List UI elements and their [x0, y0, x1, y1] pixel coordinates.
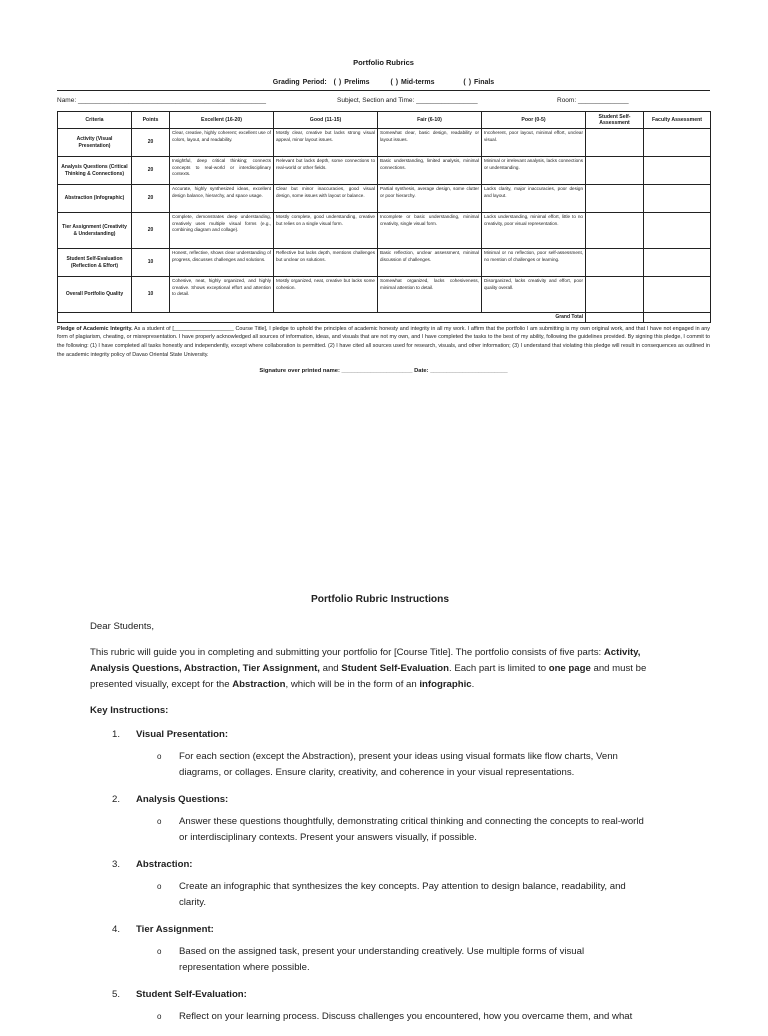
criteria-cell: Tier Assignment (Creativity & Understanding): [58, 213, 132, 249]
points-cell: 20: [132, 213, 170, 249]
poor-cell: Incoherent, poor layout, minimal effort, unclear visual.: [482, 129, 586, 157]
fair-cell: Somewhat organized, lacks cohesiveness, minimal attention to detail.: [378, 277, 482, 313]
intro-emphasis: one page: [548, 663, 591, 674]
greeting: Dear Students,: [90, 621, 154, 632]
item-number: 5.: [112, 989, 121, 1000]
instruction-item-abstraction: [90, 857, 670, 911]
table-row: [58, 249, 711, 277]
excellent-cell: Complete, demonstrates deep understanding, creatively uses multiple visual forms (e.g., combining diagram and collage).: [170, 213, 274, 249]
header-divider: [57, 90, 710, 91]
academic-integrity-pledge: [57, 325, 710, 360]
grand-total-label: Grand Total: [58, 313, 586, 323]
intro-text: and: [319, 663, 342, 674]
header-faculty-assessment: Faculty Assessment: [644, 112, 711, 129]
good-cell: Reflective but lacks depth, mentions challenges but unclear on solutions.: [274, 249, 378, 277]
name-field: Name: ____________________________________________________: [57, 97, 266, 104]
fair-cell: Basic reflection, unclear assessment, minimal discussion of challenges.: [378, 249, 482, 277]
faculty-assessment-cell[interactable]: [644, 157, 711, 185]
header-poor: Poor (0-5): [482, 112, 586, 129]
intro-emphasis: Activity, Analysis Questions, Abstraction, Tier Assignment,: [90, 647, 641, 674]
criteria-cell: Student Self-Evaluation (Reflection & Effort): [58, 249, 132, 277]
header-excellent: Excellent (16-20): [170, 112, 274, 129]
subject-field: Subject, Section and Time: _________________: [337, 97, 478, 104]
rubric-table: [57, 111, 711, 323]
instruction-item-tier-assignment: [90, 922, 670, 976]
excellent-cell: Clear, creative, highly coherent; excellent use of colors, layout, and readability.: [170, 129, 274, 157]
excellent-cell: Insightful, deep critical thinking; connects concepts to real-world or interdisciplinary contexts.: [170, 157, 274, 185]
instruction-item-visual-presentation: [90, 727, 670, 781]
grading-period-label: Grading Period:: [272, 79, 327, 86]
criteria-cell: Activity (Visual Presentation): [58, 129, 132, 157]
faculty-assessment-cell[interactable]: [644, 213, 711, 249]
intro-text: This rubric will guide you in completing and submitting your portfolio for [Course Title]. The portfolio consists of five parts:: [90, 647, 604, 658]
self-assessment-cell[interactable]: [586, 213, 644, 249]
bullet-icon: o: [157, 817, 162, 826]
signature-line: Signature over printed name: ______________________ Date: ________________________: [259, 367, 508, 374]
grand-total-self[interactable]: [586, 313, 644, 323]
table-row: [58, 277, 711, 313]
faculty-assessment-cell[interactable]: [644, 277, 711, 313]
points-cell: 20: [132, 129, 170, 157]
grand-total-faculty[interactable]: [644, 313, 711, 323]
item-label: Student Self-Evaluation:: [136, 989, 247, 1000]
item-label: Analysis Questions:: [136, 794, 229, 805]
good-cell: Mostly complete, good understanding, creative but relies on a single visual form.: [274, 213, 378, 249]
points-cell: 10: [132, 249, 170, 277]
intro-emphasis: Student Self-Evaluation: [341, 663, 449, 674]
points-cell: 20: [132, 185, 170, 213]
table-row: [58, 157, 711, 185]
instruction-item-self-evaluation: [90, 987, 670, 1025]
header-good: Good (11-15): [274, 112, 378, 129]
header-self-assessment: Student Self-Assessment: [586, 112, 644, 129]
grand-total-row: [58, 313, 711, 323]
item-text: Based on the assigned task, present your understanding creatively. Use multiple forms of visual representation where possible.: [179, 946, 585, 973]
faculty-assessment-cell[interactable]: [644, 129, 711, 157]
intro-text: . Each part is limited to: [448, 663, 549, 674]
good-cell: Mostly organized, neat, creative but lacks some cohesion.: [274, 277, 378, 313]
header-points: Points: [132, 112, 170, 129]
points-cell: 10: [132, 277, 170, 313]
poor-cell: Lacks clarity, major inaccuracies, poor design and layout.: [482, 185, 586, 213]
self-assessment-cell[interactable]: [586, 249, 644, 277]
table-row: [58, 213, 711, 249]
grading-period: [57, 79, 710, 86]
good-cell: Clear but minor inaccuracies, good visual design, some issues with layout or balance.: [274, 185, 378, 213]
room-field: Room: ______________: [557, 97, 629, 104]
name-row: [57, 97, 710, 104]
intro-emphasis: Abstraction: [232, 679, 286, 690]
bullet-icon: o: [157, 752, 162, 761]
faculty-assessment-cell[interactable]: [644, 185, 711, 213]
poor-cell: Lacks understanding, minimal effort, little to no creativity, poor visual representation.: [482, 213, 586, 249]
option-midterms: ( ) Mid-terms: [390, 79, 435, 86]
criteria-cell: Abstraction (Infographic): [58, 185, 132, 213]
table-row: [58, 129, 711, 157]
item-text: For each section (except the Abstraction), present your ideas using visual formats like flow charts, Venn diagrams, or collages. Ensure clarity, creativity, and coherence in your visual representations.: [179, 751, 618, 778]
item-text: Reflect on your learning process. Discuss challenges you encountered, how you overcame them, and what: [179, 1011, 633, 1022]
item-text: Create an infographic that synthesizes the key concepts. Pay attention to design balance, readability, and clarity.: [179, 881, 626, 908]
good-cell: Relevant but lacks depth, some connections to real-world or other fields.: [274, 157, 378, 185]
bullet-icon: o: [157, 947, 162, 956]
intro-text: and must be presented visually, except for the: [90, 663, 647, 690]
instructions-page: [90, 592, 670, 1036]
intro-text: .: [471, 679, 475, 690]
good-cell: Mostly clear, creative but lacks strong visual appeal, minor layout issues.: [274, 129, 378, 157]
fair-cell: Partial synthesis, average design, some clutter or poor hierarchy.: [378, 185, 482, 213]
self-assessment-cell[interactable]: [586, 157, 644, 185]
intro-emphasis: infographic: [419, 679, 472, 690]
criteria-cell: Overall Portfolio Quality: [58, 277, 132, 313]
excellent-cell: Cohesive, neat, highly organized, and highly creative. Shows exceptional effort and attention to detail.: [170, 277, 274, 313]
excellent-cell: Accurate, highly synthesized ideas, excellent design balance, hierarchy, and space usage.: [170, 185, 274, 213]
poor-cell: Minimal or irrelevant analysis, lacks connections or understanding.: [482, 157, 586, 185]
poor-cell: Minimal or no reflection, poor self-assessment, no mention of challenges or learning.: [482, 249, 586, 277]
page-title: Portfolio Rubrics: [353, 58, 414, 67]
excellent-cell: Honest, reflective, shows clear understanding of progress, discusses challenges and solutions.: [170, 249, 274, 277]
faculty-assessment-cell[interactable]: [644, 249, 711, 277]
option-prelims: ( ) Prelims: [333, 79, 370, 86]
option-finals: ( ) Finals: [463, 79, 495, 86]
table-row: [58, 185, 711, 213]
instruction-item-analysis-questions: [90, 792, 670, 846]
intro-text: , which will be in the form of an: [285, 679, 420, 690]
header-fair: Fair (6-10): [378, 112, 482, 129]
rubric-header-row: [58, 112, 711, 129]
bullet-icon: o: [157, 1012, 162, 1021]
bullet-icon: o: [157, 882, 162, 891]
poor-cell: Disorganized, lacks creativity and effort, poor quality overall.: [482, 277, 586, 313]
item-number: 1.: [112, 729, 121, 740]
item-number: 2.: [112, 794, 121, 805]
pledge-text: As a student of [____________________ Course Title], I pledge to uphold the principles of academic honesty and integrity in all my work. I affirm that the portfolio I am submitting is my own original work, and that I have not engaged in any form of plagiarism, cheating, or misrepresentation. I have properly acknowledged all sources of information, ideas, and visuals that are not my own, and I have completed the tasks to the best of my ability, following the guidelines provided. By signing this pledge, I commit to the following: (1) I have completed all tasks honestly and independently, except where collaboration is permitted. (2) I have cited all sources used for research, visuals, and other information; (3) I understand that violating this pledge will result in consequences as outlined in the academic integrity policy of Davao Oriental State University.: [57, 325, 710, 358]
criteria-cell: Analysis Questions (Critical Thinking & Connections): [58, 157, 132, 185]
fair-cell: Incomplete or basic understanding, minimal creativity, single visual form.: [378, 213, 482, 249]
item-label: Tier Assignment:: [136, 924, 214, 935]
item-label: Abstraction:: [136, 859, 193, 870]
key-instructions-heading: Key Instructions:: [90, 705, 169, 716]
self-assessment-cell[interactable]: [586, 277, 644, 313]
item-number: 4.: [112, 924, 121, 935]
rubric-page: [57, 56, 710, 374]
self-assessment-cell[interactable]: [586, 185, 644, 213]
item-number: 3.: [112, 859, 121, 870]
fair-cell: Somewhat clear, basic design, readability or layout issues.: [378, 129, 482, 157]
pledge-label: Pledge of Academic Integrity.: [57, 325, 133, 332]
points-cell: 20: [132, 157, 170, 185]
intro-paragraph: [90, 645, 670, 693]
header-criteria: Criteria: [58, 112, 132, 129]
self-assessment-cell[interactable]: [586, 129, 644, 157]
item-text: Answer these questions thoughtfully, demonstrating critical thinking and connecting the concepts to real-world or interdisciplinary contexts. Present your answers visually, if possible.: [179, 816, 644, 843]
item-label: Visual Presentation:: [136, 729, 229, 740]
instructions-title: Portfolio Rubric Instructions: [310, 594, 450, 605]
fair-cell: Basic understanding, limited analysis, minimal connections.: [378, 157, 482, 185]
